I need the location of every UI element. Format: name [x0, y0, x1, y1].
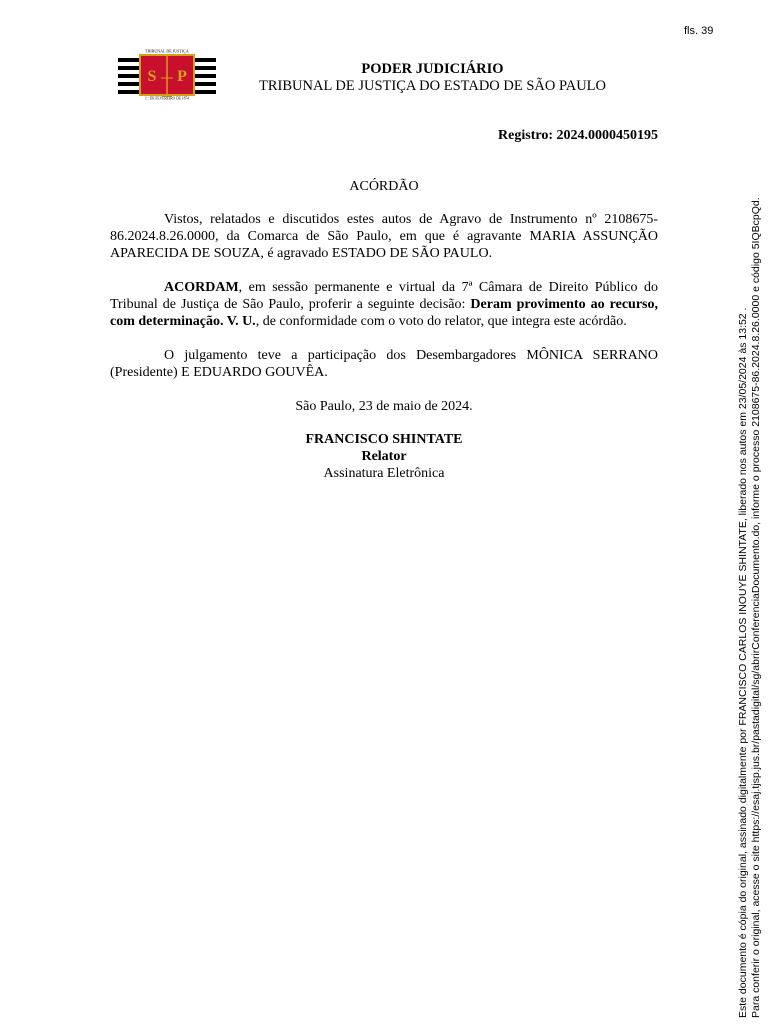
header-line-2: TRIBUNAL DE JUSTIÇA DO ESTADO DE SÃO PAULO [259, 78, 606, 94]
coat-of-arms-icon [118, 48, 216, 100]
signature-block [110, 431, 658, 482]
side-verification-note [737, 158, 763, 1018]
document-body [110, 178, 658, 482]
side-note-line-2: Para conferir o original, acesse o site https://esaj.tjsp.jus.br/pastadigital/sg/abrirConferenciaDocumento.do, informe o processo 2108675-86.2024.8.26.0000 e código 5IQBcpQd. [750, 197, 762, 1018]
paragraph-julgamento: O julgamento teve a participação dos Desembargadores MÔNICA SERRANO (Presidente) E EDUARDO GOUVÊA. [110, 348, 658, 380]
logo-letter-right: P [177, 68, 187, 85]
signer-role: Relator [361, 449, 407, 464]
document-date: São Paulo, 23 de maio de 2024. [295, 399, 473, 414]
document-header [230, 61, 635, 95]
document-title: ACÓRDÃO [349, 179, 419, 194]
acordam-text-2: , de conformidade com o voto do relator, que integra este acórdão. [255, 314, 627, 329]
decision-bold: Deram provimento ao recurso, com determinação. V. U. [110, 297, 658, 329]
logo-letter-left: S [147, 68, 157, 85]
signature-note: Assinatura Eletrônica [323, 466, 445, 481]
paragraph-acordam [110, 279, 658, 330]
signer-name: FRANCISCO SHINTATE [305, 432, 463, 447]
side-note-line-1: Este documento é cópia do original, assinado digitalmente por FRANCISCO CARLOS INOUYE SHINTATE, liberado nos autos em 23/05/2024 às 13:52 . [737, 307, 749, 1018]
paragraph-vistos: Vistos, relatados e discutidos estes autos de Agravo de Instrumento nº 2108675-86.2024.8.26.0000, da Comarca de São Paulo, em que é agravante MARIA ASSUNÇÃO APARECIDA DE SOUZA, é agravado ESTADO DE SÃO PAULO. [110, 212, 658, 261]
page-number: fls. 39 [684, 25, 714, 37]
logo-text-top: TRIBUNAL DE JUSTIÇA [145, 48, 189, 54]
logo-text-bottom: 1.º DE FEVEREIRO DE 1874 [145, 96, 189, 100]
header-line-1: PODER JUDICIÁRIO [361, 61, 504, 77]
registration-number: Registro: 2024.0000450195 [498, 128, 658, 143]
acordam-text-1: , em sessão permanente e virtual da 7ª Câmara de Direito Público do Tribunal de Justiça de São Paulo, proferir a seguinte decisão: [110, 280, 658, 312]
acordam-bold: ACORDAM [164, 280, 239, 295]
court-logo [118, 48, 216, 100]
